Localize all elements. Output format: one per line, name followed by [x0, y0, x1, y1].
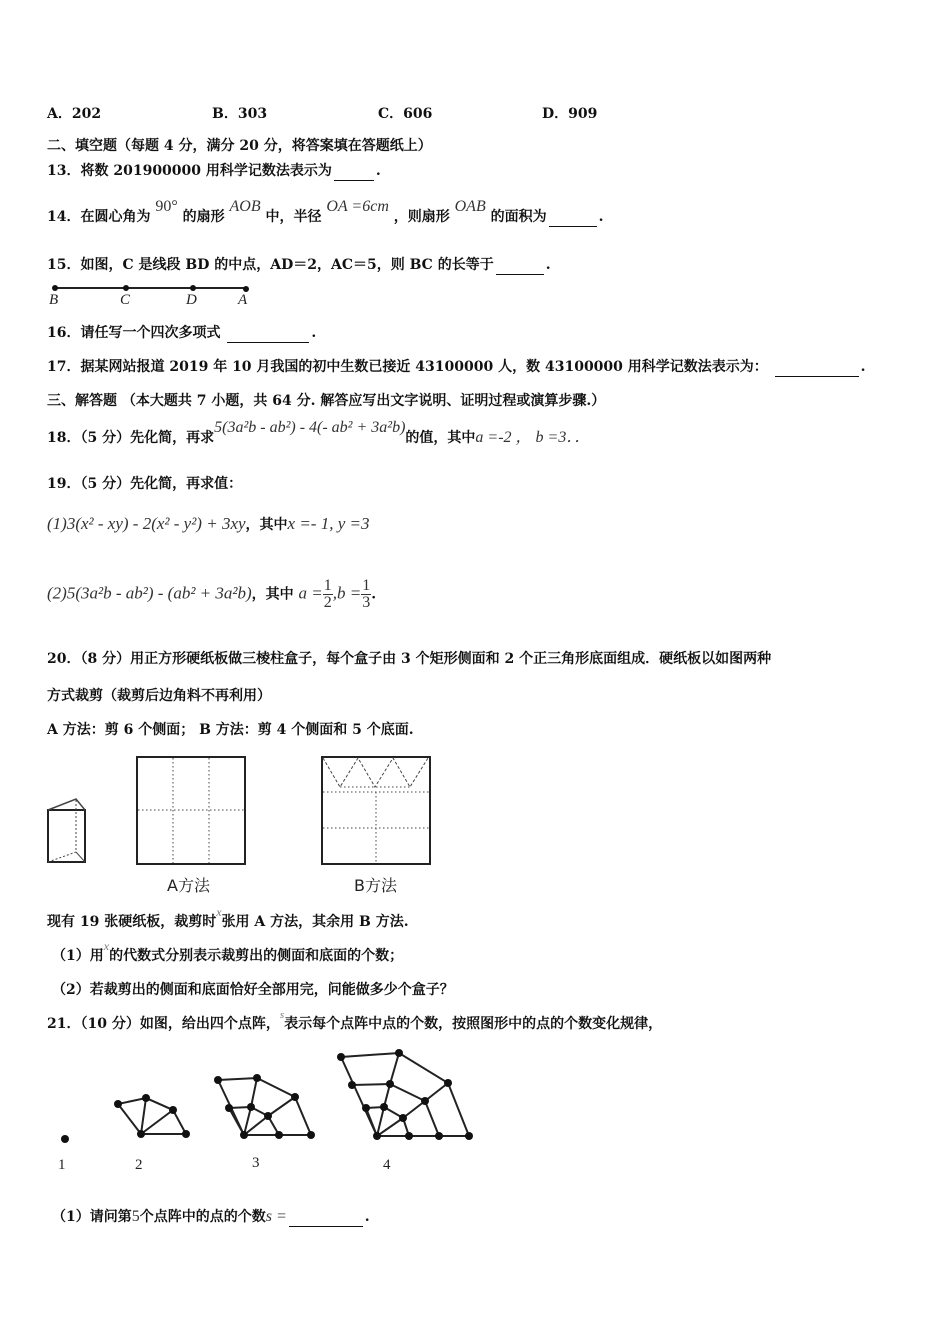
- section-2-heading: 二、填空题（每题 4 分，满分 20 分，将答案填在答题纸上）: [47, 138, 432, 154]
- question-20-line-3: A 方法：剪 6 个侧面； B 方法：剪 4 个侧面和 5 个底面.: [47, 722, 414, 738]
- point-label-d: D: [186, 292, 197, 308]
- question-19-title: 19．（5 分）先化简，再求值：: [47, 476, 243, 492]
- method-b-caption: B方法: [354, 876, 397, 895]
- question-19-part-2: (2)5(3a²b - ab²) - (ab² + 3a²b)，其中 a = $\frac{1}{2}$ ,b = $\frac{1}{3}$ .: [47, 577, 377, 611]
- radius-expression: OA =6cm: [326, 198, 389, 215]
- question-19-part-1: (1)3(x² - xy) - 2(x² - y²) + 3xy，其中x =- 1, y =3: [47, 514, 370, 533]
- question-20-line-1: 20．（8 分）用正方形硬纸板做三棱柱盒子，每个盒子由 3 个矩形侧面和 2 个正三角形底面组成．硬纸板以如图两种: [47, 651, 772, 667]
- option-b: B．303: [212, 106, 268, 122]
- question-17: 17．据某网站报道 2019 年 10 月我国的初中生数已接近 43100000 人，数 43100000 用科学记数法表示为： .: [47, 359, 866, 375]
- section-3-heading: 三、解答题 （本大题共 7 小题，共 64 分. 解答应写出文字说明、证明过程或演算步骤.）: [47, 393, 606, 409]
- question-16: 16．请任写一个四次多项式 .: [47, 325, 317, 341]
- question-21: 21．（10 分）如图，给出四个点阵，$^s$表示每个点阵中点的个数，按照图形中的点的个数变化规律，: [47, 1009, 663, 1032]
- condition: a =-2 ， b =3．．: [475, 429, 591, 446]
- pattern-label-1: 1: [58, 1157, 66, 1173]
- pattern-label-2: 2: [135, 1157, 143, 1173]
- pattern-label-3: 3: [252, 1155, 260, 1171]
- pattern-label-4: 4: [383, 1157, 391, 1173]
- sector-label: AOB: [229, 198, 261, 215]
- question-15: 15．如图，C 是线段 BD 的中点，AD＝2，AC＝5，则 BC 的长等于 .: [47, 257, 551, 273]
- angle-value: 90°: [155, 198, 178, 215]
- point-label-c: C: [120, 292, 131, 308]
- option-c: C．606: [378, 106, 433, 122]
- question-14: 14．在圆心角为 90° 的扇形 AOB 中，半径 OA =6cm ，则扇形 OAB 的面积为 .: [47, 198, 604, 225]
- question-20-sub-1: （1）用x的代数式分别表示裁剪出的侧面和底面的个数；: [52, 939, 404, 964]
- question-13-text: 13．将数 201900000 用科学记数法表示为: [47, 163, 332, 179]
- option-d: D．909: [542, 106, 598, 122]
- question-21-sub-1: （1）请问第5个点阵中的点的个数s = .: [52, 1208, 370, 1225]
- question-20-line-4: 现有 19 张硬纸板，裁剪时x张用 A 方法，其余用 B 方法.: [47, 905, 409, 930]
- question-13: 13．将数 201900000 用科学记数法表示为 .: [47, 163, 381, 179]
- question-18: 18．（5 分）先化简，再求5(3a²b - ab²) - 4(- ab² + 3a²b)的值，其中a =-2 ， b =3．．: [47, 419, 591, 446]
- sector-label: OAB: [454, 198, 486, 215]
- method-a-caption: A方法: [167, 876, 210, 895]
- question-20-line-2: 方式裁剪（裁剪后边角料不再利用）: [47, 688, 271, 704]
- answer-blank[interactable]: [289, 1226, 363, 1227]
- point-label-b: B: [49, 292, 59, 308]
- expression: 5(3a²b - ab²) - 4(- ab² + 3a²b): [214, 419, 406, 436]
- point-label-a: A: [238, 292, 248, 308]
- option-a: A．202: [47, 106, 102, 122]
- question-20-sub-2: （2）若裁剪出的侧面和底面恰好全部用完，问能做多少个盒子？: [52, 982, 454, 998]
